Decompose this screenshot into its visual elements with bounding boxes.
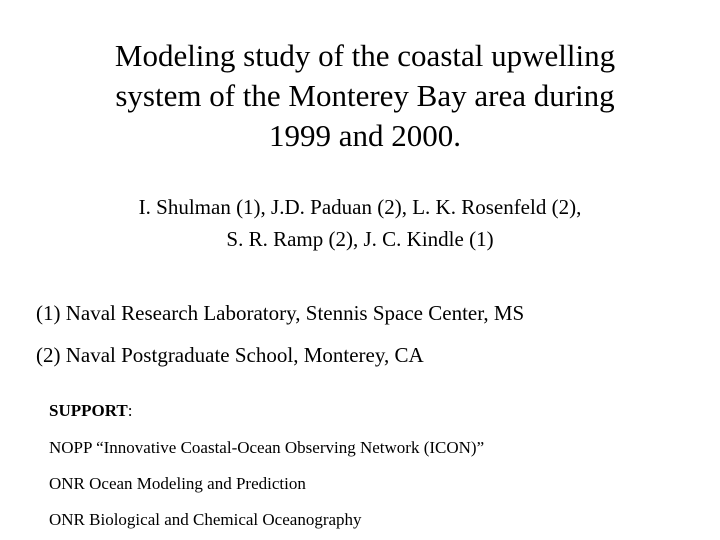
author-list [60, 191, 660, 255]
affiliation-1: (1) Naval Research Laboratory, Stennis Space Center, MS [36, 301, 525, 325]
authors-line-2: S. R. Ramp (2), J. C. Kindle (1) [226, 227, 494, 251]
support-item-onr-biological: ONR Biological and Chemical Oceanography [49, 510, 362, 529]
title-line-1: Modeling study of the coastal upwelling [114, 38, 616, 73]
slide-title [70, 36, 660, 156]
affiliation-2: (2) Naval Postgraduate School, Monterey, CA [36, 343, 424, 367]
support-item-onr-modeling: ONR Ocean Modeling and Prediction [49, 474, 306, 493]
title-line-3: 1999 and 2000. [268, 118, 461, 153]
authors-line-1: I. Shulman (1), J.D. Paduan (2), L. K. Rosenfeld (2), [138, 195, 582, 219]
support-label: SUPPORT [49, 401, 128, 420]
title-line-2: system of the Monterey Bay area during [115, 78, 615, 113]
support-colon: : [127, 401, 133, 420]
support-heading [49, 400, 132, 422]
support-item-nopp: NOPP “Innovative Coastal-Ocean Observing Network (ICON)” [49, 438, 485, 457]
